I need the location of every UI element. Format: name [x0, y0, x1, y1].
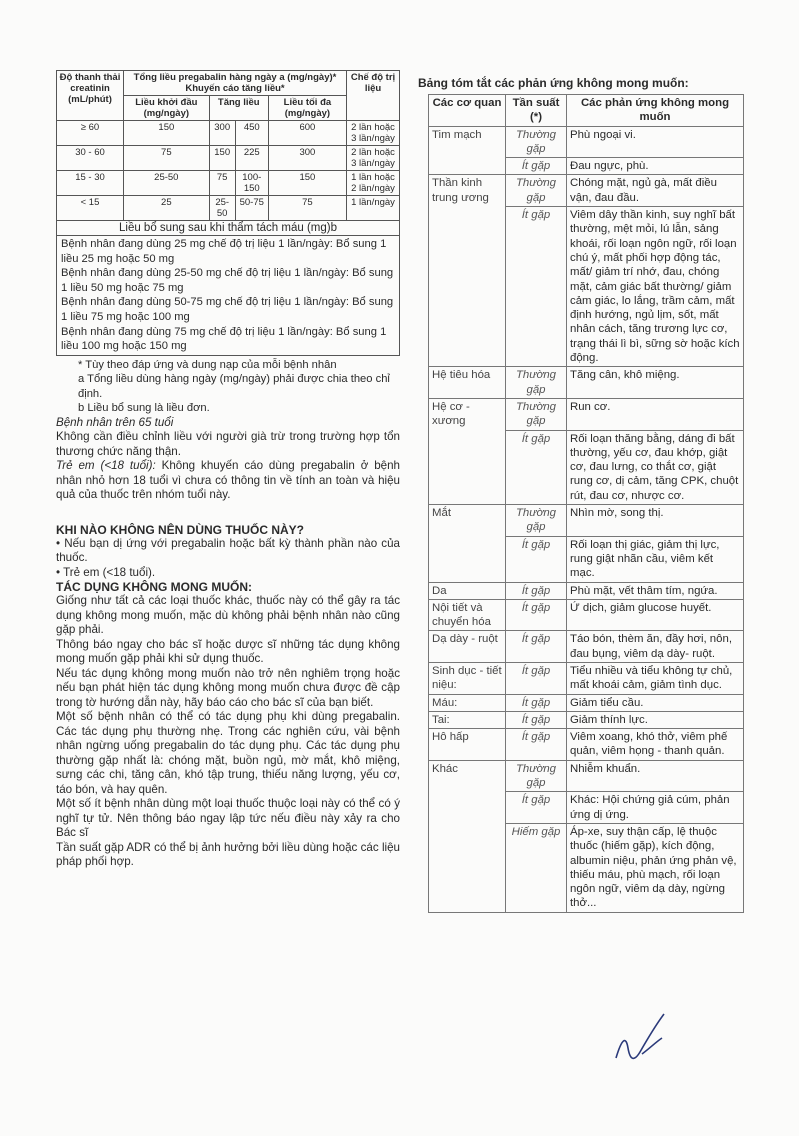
adr-table-title: Bảng tóm tắt các phản ứng không mong muốn: [418, 76, 689, 90]
supplement-line: Bệnh nhân đang dùng 50-75 mg chế độ trị liệu 1 lần/ngày: Bổ sung 1 liều 75 mg hoặc 100 mg [61, 296, 394, 323]
cell-effects: Ứ dịch, giảm glucose huyết. [567, 599, 744, 631]
cell-frequency: Thường gặp [506, 126, 567, 158]
children-label: Trẻ em (<18 tuổi): [56, 459, 156, 473]
footnote: * Tùy theo đáp ứng và dung nạp của mỗi bệnh nhân [78, 358, 337, 371]
table-row [429, 662, 744, 694]
dosage-table [56, 70, 400, 221]
cell-effects: Nhìn mờ, song thị. [567, 505, 744, 537]
cell-frequency: Thường gặp [506, 367, 567, 399]
cell-max: 75 [268, 196, 346, 221]
contra-item: • Trẻ em (<18 tuổi). [56, 565, 156, 579]
cell-max: 150 [268, 171, 346, 196]
cell-start: 75 [124, 146, 210, 171]
cell-frequency: Ít gặp [506, 792, 567, 824]
cell-frequency: Ít gặp [506, 430, 567, 504]
table-row [57, 146, 400, 171]
cell-frequency: Hiếm gặp [506, 823, 567, 912]
cell-crcl: ≥ 60 [57, 121, 124, 146]
cell-frequency: Ít gặp [506, 207, 567, 367]
cell-crcl: 15 - 30 [57, 171, 124, 196]
cell-frequency: Ít gặp [506, 536, 567, 582]
cell-regimen: 2 lần hoặc 3 lần/ngày [347, 121, 400, 146]
cell-organ: Dạ dày - ruột [429, 631, 506, 663]
elderly-heading: Bệnh nhân trên 65 tuổi [56, 415, 174, 429]
cell-start: 150 [124, 121, 210, 146]
cell-max: 300 [268, 146, 346, 171]
cell-frequency: Ít gặp [506, 662, 567, 694]
cell-frequency: Thường gặp [506, 505, 567, 537]
cell-effects: Đau ngực, phù. [567, 158, 744, 175]
supplement-line: Bệnh nhân đang dùng 75 mg chế độ trị liệu 1 lần/ngày: Bổ sung 1 liều 100 mg hoặc 150 mg [61, 325, 387, 353]
cell-frequency: Ít gặp [506, 711, 567, 728]
cell-incr1: 300 [209, 121, 235, 146]
table-row [429, 398, 744, 430]
footnote: b Liều bổ sung là liều đơn. [78, 402, 210, 415]
supplement-line: Bệnh nhân đang dùng 25-50 mg chế độ trị liệu 1 lần/ngày: Bổ sung 1 liều 50 mg hoặc 75 mg [61, 267, 394, 294]
cell-frequency: Thường gặp [506, 175, 567, 207]
cell-effects: Viêm xoang, khó thở, viêm phế quản, viêm họng - thanh quản. [567, 729, 744, 761]
cell-regimen: 1 lần hoặc 2 lần/ngày [347, 171, 400, 196]
side-effects-paragraph: Thông báo ngay cho bác sĩ hoặc dược sĩ những tác dụng không mong muốn gặp phải khi sử dụng thuốc. [56, 637, 400, 666]
cell-effects: Khác: Hội chứng giả cúm, phản ứng dị ứng. [567, 792, 744, 824]
cell-effects: Phù ngoại vi. [567, 126, 744, 158]
th-increase: Tăng liều [209, 96, 268, 121]
table-row [429, 599, 744, 631]
cell-effects: Tăng cân, khô miệng. [567, 367, 744, 399]
supplement-line: Bệnh nhân đang dùng 25 mg chế độ trị liệu 1 lần/ngày: Bổ sung 1 liều 25 mg hoặc 50 mg [61, 238, 387, 265]
cell-effects: Giảm thính lực. [567, 711, 744, 728]
cell-effects: Táo bón, thèm ăn, đầy hơi, nôn, đau bụng, viêm dạ dày- ruột. [567, 631, 744, 663]
cell-max: 600 [268, 121, 346, 146]
cell-organ: Thần kinh trung ương [429, 175, 506, 367]
th-start-dose: Liều khởi đầu (mg/ngày) [124, 96, 210, 121]
cell-effects: Nhiễm khuẩn. [567, 760, 744, 792]
cell-effects: Rối loạn thăng bằng, dáng đi bất thường, yếu cơ, đau khớp, giật cơ, đau lưng, co thắt cơ, giật rung cơ, dị cảm, tăng CPK, chuột rút, đau cơ, nhược cơ. [567, 430, 744, 504]
cell-incr1: 150 [209, 146, 235, 171]
signature [612, 1008, 692, 1068]
cell-organ: Sinh dục - tiết niệu: [429, 662, 506, 694]
footnote: a Tổng liều dùng hàng ngày (mg/ngày) phải được chia theo chỉ định. [78, 373, 390, 400]
side-effects-paragraph: Giống như tất cả các loại thuốc khác, thuốc này có thể gây ra tác dụng không mong muốn, mặc dù không phải bệnh nhân nào cũng gặp phải. [56, 594, 400, 637]
table-row [57, 196, 400, 221]
cell-incr1: 25-50 [209, 196, 235, 221]
cell-organ: Hệ tiêu hóa [429, 367, 506, 399]
supplement-title: Liều bổ sung sau khi thẩm tách máu (mg)b [56, 221, 400, 236]
cell-effects: Viêm dây thần kinh, suy nghĩ bất thường, mệt mỏi, lú lẫn, sảng khoái, rối loạn ngôn ngữ, rối loạn chú ý, mất phối hợp động tác, mất/ giảm trí nhớ, đau, chóng mặt, cảm giác bất thường/ giảm cảm giác, lo lắng, trầm cảm, mất định hướng, ngủ lịm, sốt, mất nhân cách, tăng trương lực cơ, trạng thái lì bì, sững sờ hoặc kích động. [567, 207, 744, 367]
cell-organ: Máu: [429, 694, 506, 711]
elderly-text: Không cần điều chỉnh liều với người già trừ trong trường hợp tổn thương chức năng thận. [56, 430, 400, 458]
table-row [57, 121, 400, 146]
cell-frequency: Ít gặp [506, 599, 567, 631]
th-effects: Các phản ứng không mong muốn [567, 95, 744, 127]
side-effects-paragraph: Tần suất gặp ADR có thể bị ảnh hưởng bởi liều dùng hoặc các liệu pháp phối hợp. [56, 840, 400, 869]
footnotes [56, 358, 400, 416]
th-max-dose: Liều tối đa (mg/ngày) [268, 96, 346, 121]
cell-frequency: Ít gặp [506, 631, 567, 663]
th-regimen: Chế độ trị liệu [347, 71, 400, 121]
th-frequency: Tần suất (*) [506, 95, 567, 127]
cell-start: 25-50 [124, 171, 210, 196]
cell-frequency: Thường gặp [506, 398, 567, 430]
cell-incr2: 50-75 [235, 196, 268, 221]
side-effects-heading: TÁC DỤNG KHÔNG MONG MUỐN: [56, 580, 252, 595]
cell-crcl: 30 - 60 [57, 146, 124, 171]
table-row [57, 171, 400, 196]
cell-effects: Áp-xe, suy thận cấp, lệ thuộc thuốc (hiếm gặp), kích động, albumin niệu, phản ứng phản vệ, thiếu máu, phù mạch, rối loạn ngôn ngữ, viêm dạ dày, ngừng thở... [567, 823, 744, 912]
adr-table-body [429, 126, 744, 912]
th-total-dose: Tổng liều pregabalin hàng ngày a (mg/ngày)* Khuyến cáo tăng liều* [124, 71, 347, 96]
cell-organ: Nội tiết và chuyển hóa [429, 599, 506, 631]
table-row [429, 582, 744, 599]
contra-heading: KHI NÀO KHÔNG NÊN DÙNG THUỐC NÀY? [56, 522, 304, 537]
table-row [429, 126, 744, 158]
table-row [429, 175, 744, 207]
cell-regimen: 2 lần hoặc 3 lần/ngày [347, 146, 400, 171]
cell-incr2: 450 [235, 121, 268, 146]
table-row [429, 367, 744, 399]
cell-effects: Tiểu nhiều và tiểu không tự chủ, mất khoái cảm, giảm tình dục. [567, 662, 744, 694]
cell-organ: Hệ cơ - xương [429, 398, 506, 504]
table-row [429, 760, 744, 792]
table-row [429, 694, 744, 711]
cell-effects: Giảm tiểu cầu. [567, 694, 744, 711]
table-row [429, 711, 744, 728]
cell-effects: Rối loạn thị giác, giảm thị lực, rung giật nhãn cầu, viêm kết mạc. [567, 536, 744, 582]
th-organ: Các cơ quan [429, 95, 506, 127]
left-column [56, 70, 400, 870]
th-creatinine: Độ thanh thải creatinin (mL/phút) [57, 71, 124, 121]
cell-frequency: Thường gặp [506, 760, 567, 792]
side-effects-paragraph: Nếu tác dụng không mong muốn nào trở nên nghiêm trọng hoặc nếu bạn phát hiện tác dụng không mong muốn chưa được đề cập trong tờ hướng dẫn này, hãy báo cáo cho bác sĩ của bạn biết. [56, 666, 400, 709]
cell-start: 25 [124, 196, 210, 221]
cell-regimen: 1 lần/ngày [347, 196, 400, 221]
cell-frequency: Ít gặp [506, 158, 567, 175]
cell-frequency: Ít gặp [506, 694, 567, 711]
table-row [429, 505, 744, 537]
children-text: Không khuyến cáo dùng pregabalin ở bệnh nhân nhỏ hơn 18 tuổi vì chưa có thông tin về tính an toàn và hiệu quả của thuốc trên nhóm tuổi này. [56, 459, 401, 502]
cell-effects: Chóng mặt, ngủ gà, mất điều vận, đau đầu. [567, 175, 744, 207]
cell-organ: Tim mạch [429, 126, 506, 175]
table-row [429, 729, 744, 761]
side-effects-paragraph: Một số bệnh nhân có thể có tác dụng phụ khi dùng pregabalin. Các tác dụng phụ thường nhẹ. Trong các nghiên cứu, vài bệnh nhân ngừng uống pregabalin do tác dụng phụ. Các tác dụng phụ thường gặp nhất là: chóng mặt, buồn ngủ, mờ mắt, khô miệng, sưng các chi, tăng cân, khó tập trung, thiếu năng lượng, yếu cơ, táo bón, và hay quên. [56, 710, 400, 796]
cell-organ: Da [429, 582, 506, 599]
contra-item: • Nếu bạn dị ứng với pregabalin hoặc bất kỳ thành phần nào của thuốc. [56, 536, 400, 565]
cell-incr1: 75 [209, 171, 235, 196]
table-row [429, 631, 744, 663]
cell-incr2: 225 [235, 146, 268, 171]
cell-organ: Hô hấp [429, 729, 506, 761]
children-paragraph [56, 459, 400, 503]
cell-organ: Mắt [429, 505, 506, 582]
cell-organ: Khác [429, 760, 506, 912]
cell-frequency: Ít gặp [506, 582, 567, 599]
side-effects-paragraph: Một số ít bệnh nhân dùng một loại thuốc thuộc loại này có thể có ý nghĩ tự tử. Nên thông báo ngay lập tức nếu điều này xảy ra cho Bác sĩ [56, 797, 400, 840]
cell-incr2: 100-150 [235, 171, 268, 196]
supplement-box [56, 236, 400, 356]
cell-effects: Run cơ. [567, 398, 744, 430]
adr-table [428, 94, 744, 913]
cell-organ: Tai: [429, 711, 506, 728]
cell-crcl: < 15 [57, 196, 124, 221]
cell-frequency: Ít gặp [506, 729, 567, 761]
cell-effects: Phù mặt, vết thâm tím, ngứa. [567, 582, 744, 599]
